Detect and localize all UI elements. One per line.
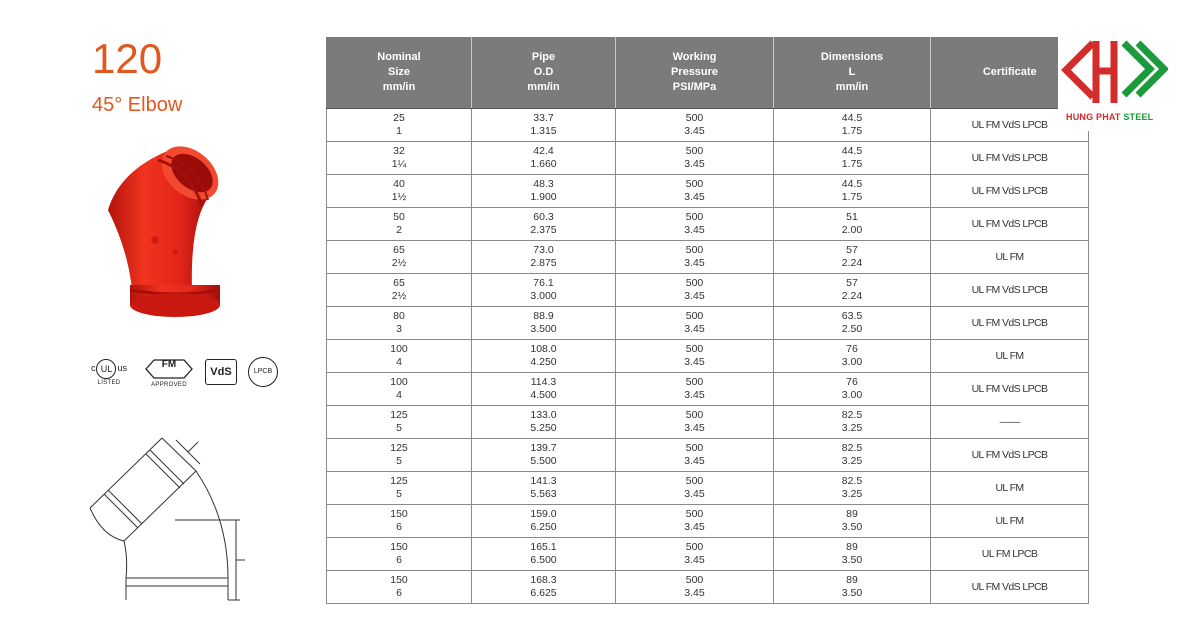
working-pressure-cell-value: 500 [685, 145, 704, 157]
dimension-l-cell-value: 82.5 [841, 409, 863, 421]
nominal-size-cell-value: 150 [390, 508, 408, 520]
working-pressure-cell [616, 340, 774, 373]
vds-mark: VdS [205, 359, 236, 385]
working-pressure-cell-value: 500 [685, 211, 704, 223]
table-row [327, 241, 1089, 274]
certificate-cell: UL FM VdS LPCB [931, 142, 1089, 175]
nominal-size-cell [327, 439, 472, 472]
pipe-od-cell-value: 42.4 [533, 145, 554, 157]
brand-name [1066, 112, 1153, 122]
pipe-od-cell-value: 6.500 [530, 554, 557, 566]
working-pressure-cell [616, 373, 774, 406]
pipe-od-cell-value: 48.3 [533, 178, 554, 190]
nominal-size-cell-value: 4 [396, 356, 402, 368]
nominal-size-cell [327, 373, 472, 406]
working-pressure-cell-value: 500 [685, 244, 704, 256]
pipe-od-cell [472, 208, 616, 241]
pipe-od-cell [472, 241, 616, 274]
working-pressure-cell [616, 406, 774, 439]
nominal-size-cell [327, 175, 472, 208]
pipe-od-cell-value: 4.250 [530, 356, 557, 368]
working-pressure-cell-value: 500 [685, 574, 704, 586]
dimension-l-cell-value: 3.00 [841, 389, 863, 401]
elbow-technical-drawing [80, 428, 280, 608]
nominal-size-cell-value: 32 [393, 145, 405, 157]
working-pressure-cell [616, 472, 774, 505]
table-row [327, 307, 1089, 340]
dimension-l-cell [774, 571, 931, 604]
pipe-od-cell-value: 141.3 [530, 475, 557, 487]
table-body [327, 109, 1089, 604]
nominal-size-cell-value: 2 [396, 224, 402, 236]
nominal-size-cell [327, 241, 472, 274]
table-row [327, 109, 1089, 142]
certificate-cell: UL FM VdS LPCB [931, 439, 1089, 472]
working-pressure-cell [616, 142, 774, 175]
pipe-od-cell [472, 340, 616, 373]
nominal-size-cell [327, 538, 472, 571]
fm-caption: APPROVED [151, 381, 187, 388]
table-row [327, 340, 1089, 373]
pipe-od-cell [472, 373, 616, 406]
certificate-cell: UL FM VdS LPCB [931, 109, 1089, 142]
nominal-size-cell [327, 307, 472, 340]
nominal-size-cell [327, 505, 472, 538]
dimension-l-cell-value: 76 [846, 376, 858, 388]
nominal-size-cell-value: 40 [393, 178, 405, 190]
dimension-l-cell [774, 208, 931, 241]
dimension-l-cell [774, 274, 931, 307]
pipe-od-cell-value: 1.315 [530, 125, 557, 137]
pipe-od-cell-value: 33.7 [533, 112, 554, 124]
brand-name-red: HUNG PHAT [1066, 112, 1121, 122]
dimension-l-cell-value: 76 [846, 343, 858, 355]
nominal-size-cell [327, 109, 472, 142]
dimension-l-cell-value: 3.50 [841, 521, 863, 533]
table-row [327, 208, 1089, 241]
nominal-size-cell-value: 2½ [391, 290, 407, 302]
nominal-size-cell [327, 274, 472, 307]
brand-name-green: STEEL [1123, 112, 1154, 122]
product-name: 45° Elbow [92, 94, 183, 116]
working-pressure-cell-value: 500 [685, 310, 704, 322]
pipe-od-cell-value: 5.563 [530, 488, 557, 500]
working-pressure-cell-value: 500 [685, 508, 704, 520]
certificate-cell: UL FM VdS LPCB [931, 307, 1089, 340]
certificate-cell: UL FM VdS LPCB [931, 175, 1089, 208]
working-pressure-cell-value: 3.45 [684, 158, 705, 170]
pipe-od-cell-value: 159.0 [530, 508, 557, 520]
dimension-l-cell-value: 82.5 [841, 475, 863, 487]
ul-c-mark: c [90, 363, 96, 373]
pipe-od-cell [472, 472, 616, 505]
pipe-od-cell [472, 142, 616, 175]
pipe-od-cell-value: 133.0 [530, 409, 557, 421]
nominal-size-cell-value: 5 [396, 455, 402, 467]
pipe-od-cell-value: 88.9 [533, 310, 554, 322]
certificate-cell: UL FM [931, 472, 1089, 505]
nominal-size-cell-value: 65 [393, 244, 405, 256]
nominal-size-cell [327, 571, 472, 604]
ul-listed-logo [85, 350, 133, 394]
nominal-size-cell-value: 125 [390, 475, 408, 487]
dimension-l-cell-value: 1.75 [841, 191, 863, 203]
dimension-l-cell-value: 57 [846, 277, 858, 289]
dimension-l-cell-value: 89 [846, 541, 858, 553]
certificate-cell: UL FM LPCB [931, 538, 1089, 571]
dimension-l-cell-value: 63.5 [841, 310, 863, 322]
pipe-od-cell-value: 168.3 [530, 574, 557, 586]
header-certificate: Certificate [931, 37, 1089, 109]
fm-approved-logo [140, 350, 198, 394]
dimension-l-cell [774, 406, 931, 439]
working-pressure-cell [616, 571, 774, 604]
certification-logos [85, 350, 290, 395]
pipe-od-cell [472, 505, 616, 538]
working-pressure-cell-value: 3.45 [684, 191, 705, 203]
pipe-od-cell [472, 175, 616, 208]
spec-table [326, 37, 1089, 604]
nominal-size-cell-value: 125 [390, 442, 408, 454]
working-pressure-cell-value: 3.45 [684, 356, 705, 368]
pipe-od-cell [472, 274, 616, 307]
table-row [327, 175, 1089, 208]
nominal-size-cell-value: 100 [390, 376, 408, 388]
dimension-l-cell-value: 1.75 [841, 158, 863, 170]
working-pressure-cell-value: 500 [685, 541, 704, 553]
dimension-l-cell [774, 472, 931, 505]
dimension-l-cell-value: 3.25 [841, 488, 863, 500]
pipe-od-cell-value: 139.7 [530, 442, 557, 454]
dimension-l-cell [774, 142, 931, 175]
working-pressure-cell-value: 500 [685, 442, 704, 454]
pipe-od-cell-value: 3.500 [530, 323, 557, 335]
dimension-l-cell [774, 538, 931, 571]
pipe-od-cell-value: 2.875 [530, 257, 557, 269]
pipe-od-cell [472, 406, 616, 439]
working-pressure-cell [616, 175, 774, 208]
dimension-l-cell [774, 505, 931, 538]
working-pressure-cell [616, 109, 774, 142]
dimension-l-cell [774, 175, 931, 208]
nominal-size-cell-value: 5 [396, 422, 402, 434]
dimension-l-cell-value: 3.25 [841, 455, 863, 467]
dimension-l-cell-value: 3.00 [841, 356, 863, 368]
dimension-l-cell-value: 2.24 [841, 257, 863, 269]
dimension-l-cell [774, 109, 931, 142]
table-row [327, 538, 1089, 571]
dimension-l-cell-value: 2.00 [841, 224, 863, 236]
fm-mark: FM [161, 359, 177, 370]
working-pressure-cell-value: 3.45 [684, 488, 705, 500]
working-pressure-cell-value: 3.45 [684, 587, 705, 599]
working-pressure-cell [616, 307, 774, 340]
pipe-od-cell [472, 307, 616, 340]
dimension-l-cell-value: 2.50 [841, 323, 863, 335]
dimension-l-cell [774, 373, 931, 406]
nominal-size-cell-value: 150 [390, 541, 408, 553]
working-pressure-cell-value: 3.45 [684, 554, 705, 566]
nominal-size-cell [327, 142, 472, 175]
working-pressure-cell-value: 3.45 [684, 323, 705, 335]
table-row [327, 571, 1089, 604]
dimension-l-cell-value: 3.50 [841, 587, 863, 599]
header-working-pressure: Working Pressure PSI/MPa [616, 37, 774, 109]
pipe-od-cell-value: 1.900 [530, 191, 557, 203]
dimension-l-cell [774, 439, 931, 472]
nominal-size-cell [327, 472, 472, 505]
pipe-od-cell-value: 108.0 [530, 343, 557, 355]
table-row [327, 274, 1089, 307]
pipe-od-cell-value: 3.000 [530, 290, 557, 302]
nominal-size-cell-value: 65 [393, 277, 405, 289]
certificate-cell: UL FM VdS LPCB [931, 373, 1089, 406]
header-dimensions: Dimensions L mm/in [774, 37, 931, 109]
table-row [327, 142, 1089, 175]
nominal-size-cell-value: 3 [396, 323, 402, 335]
pipe-od-cell [472, 439, 616, 472]
dimension-l-cell-value: 89 [846, 574, 858, 586]
certificate-cell: UL FM VdS LPCB [931, 274, 1089, 307]
working-pressure-cell-value: 3.45 [684, 125, 705, 137]
working-pressure-cell-value: 3.45 [684, 521, 705, 533]
model-number: 120 [92, 35, 163, 82]
ul-us-mark: us [117, 363, 127, 373]
pipe-od-cell-value: 114.3 [530, 376, 557, 388]
working-pressure-cell [616, 208, 774, 241]
working-pressure-cell-value: 500 [685, 277, 704, 289]
table-row [327, 406, 1089, 439]
working-pressure-cell-value: 3.45 [684, 455, 705, 467]
nominal-size-cell-value: 1¼ [391, 158, 407, 170]
vds-logo [203, 350, 239, 394]
working-pressure-cell-value: 3.45 [684, 389, 705, 401]
nominal-size-cell-value: 125 [390, 409, 408, 421]
dimension-l-cell-value: 82.5 [841, 442, 863, 454]
pipe-od-cell-value: 1.660 [530, 158, 557, 170]
working-pressure-cell-value: 500 [685, 376, 704, 388]
working-pressure-cell-value: 500 [685, 112, 704, 124]
nominal-size-cell [327, 406, 472, 439]
elbow-photo [80, 140, 280, 340]
pipe-od-cell [472, 109, 616, 142]
dimension-l-cell-value: 3.25 [841, 422, 863, 434]
table-row [327, 505, 1089, 538]
spec-table-container [326, 37, 1088, 604]
pipe-od-cell [472, 538, 616, 571]
dimension-l-cell [774, 340, 931, 373]
certificate-cell: UL FM [931, 241, 1089, 274]
pipe-od-cell-value: 4.500 [530, 389, 557, 401]
nominal-size-cell-value: 6 [396, 554, 402, 566]
working-pressure-cell-value: 500 [685, 343, 704, 355]
pipe-od-cell-value: 5.500 [530, 455, 557, 467]
certificate-cell: UL FM [931, 340, 1089, 373]
pipe-od-cell-value: 6.625 [530, 587, 557, 599]
working-pressure-cell-value: 500 [685, 409, 704, 421]
dimension-l-cell [774, 307, 931, 340]
nominal-size-cell-value: 1½ [391, 191, 407, 203]
certificate-cell: UL FM [931, 505, 1089, 538]
nominal-size-cell-value: 100 [390, 343, 408, 355]
lpcb-mark: LPCB [248, 357, 278, 387]
pipe-od-cell [472, 571, 616, 604]
nominal-size-cell-value: 25 [393, 112, 405, 124]
working-pressure-cell [616, 439, 774, 472]
nominal-size-cell-value: 1 [396, 125, 402, 137]
pipe-od-cell-value: 73.0 [533, 244, 554, 256]
nominal-size-cell [327, 340, 472, 373]
nominal-size-cell [327, 208, 472, 241]
table-row [327, 472, 1089, 505]
dimension-l-cell-value: 89 [846, 508, 858, 520]
working-pressure-cell [616, 241, 774, 274]
working-pressure-cell-value: 3.45 [684, 290, 705, 302]
header-nominal-size: Nominal Size mm/in [327, 37, 472, 109]
dimension-l-cell-value: 51 [846, 211, 858, 223]
nominal-size-cell-value: 150 [390, 574, 408, 586]
pipe-od-cell-value: 60.3 [533, 211, 554, 223]
dimension-l-cell-value: 1.75 [841, 125, 863, 137]
dimension-l-cell-value: 44.5 [841, 112, 863, 124]
certificate-cell: —— [931, 406, 1089, 439]
ul-mark: UL [96, 359, 116, 379]
working-pressure-cell [616, 505, 774, 538]
pipe-od-cell-value: 76.1 [533, 277, 554, 289]
nominal-size-cell-value: 5 [396, 488, 402, 500]
dimension-l-cell [774, 241, 931, 274]
dimension-l-cell-value: 44.5 [841, 145, 863, 157]
working-pressure-cell [616, 538, 774, 571]
working-pressure-cell-value: 3.45 [684, 422, 705, 434]
nominal-size-cell-value: 4 [396, 389, 402, 401]
nominal-size-cell-value: 2½ [391, 257, 407, 269]
nominal-size-cell-value: 50 [393, 211, 405, 223]
working-pressure-cell [616, 274, 774, 307]
pipe-od-cell-value: 5.250 [530, 422, 557, 434]
table-header-row [327, 37, 1089, 109]
nominal-size-cell-value: 80 [393, 310, 405, 322]
dimension-l-cell-value: 2.24 [841, 290, 863, 302]
pipe-od-cell-value: 6.250 [530, 521, 557, 533]
working-pressure-cell-value: 3.45 [684, 224, 705, 236]
working-pressure-cell-value: 500 [685, 178, 704, 190]
lpcb-logo [245, 350, 281, 394]
dimension-l-cell-value: 57 [846, 244, 858, 256]
pipe-od-cell-value: 165.1 [530, 541, 557, 553]
table-row [327, 373, 1089, 406]
header-pipe-od: Pipe O.D mm/in [472, 37, 616, 109]
nominal-size-cell-value: 6 [396, 521, 402, 533]
dimension-l-cell-value: 3.50 [841, 554, 863, 566]
working-pressure-cell-value: 3.45 [684, 257, 705, 269]
nominal-size-cell-value: 6 [396, 587, 402, 599]
working-pressure-cell-value: 500 [685, 475, 704, 487]
table-row [327, 439, 1089, 472]
ul-caption: LISTED [97, 379, 121, 386]
dimension-l-cell-value: 44.5 [841, 178, 863, 190]
certificate-cell: UL FM VdS LPCB [931, 208, 1089, 241]
certificate-cell: UL FM VdS LPCB [931, 571, 1089, 604]
pipe-od-cell-value: 2.375 [530, 224, 557, 236]
